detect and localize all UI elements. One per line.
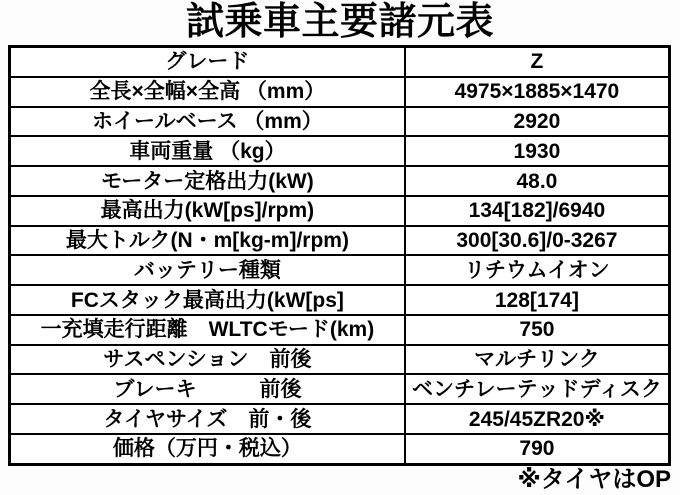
spec-row (10, 404, 670, 434)
spec-row (10, 226, 670, 256)
spec-label-cell: バッテリー種類 (10, 255, 405, 285)
spec-row (10, 107, 670, 137)
page-title: 試乗車主要諸元表 (185, 1, 494, 43)
spec-value-cell: マルチリンク (405, 345, 670, 375)
spec-value-cell: 245/45ZR20※ (405, 404, 670, 434)
spec-table-body (10, 47, 670, 465)
spec-row (10, 285, 670, 315)
spec-label-cell: FCスタック最高出力(kW[ps] (10, 285, 405, 315)
spec-label-cell: 一充填走行距離 WLTCモード(km) (10, 315, 405, 345)
spec-label-cell: 全長×全幅×全高 （mm） (10, 77, 405, 107)
spec-row (10, 136, 670, 166)
spec-row (10, 374, 670, 404)
spec-value-cell: 300[30.6]/0-3267 (405, 226, 670, 256)
spec-label-cell: タイヤサイズ 前・後 (10, 404, 405, 434)
spec-value-cell: 790 (405, 434, 670, 465)
spec-value-cell: ベンチレーテッドディスク (405, 374, 670, 404)
spec-label-cell: グレード (10, 47, 405, 77)
spec-row (10, 196, 670, 226)
spec-label-cell: ブレーキ 前後 (10, 374, 405, 404)
spec-label-cell: モーター定格出力(kW) (10, 166, 405, 196)
spec-label-cell: 価格（万円・税込） (10, 434, 405, 465)
spec-row (10, 47, 670, 77)
spec-value-cell: リチウムイオン (405, 255, 670, 285)
spec-label-cell: 最大トルク(N・m[kg-m]/rpm) (10, 226, 405, 256)
spec-value-cell: 2920 (405, 107, 670, 137)
spec-value-cell: 1930 (405, 136, 670, 166)
spec-row (10, 77, 670, 107)
spec-row (10, 315, 670, 345)
tire-op-footnote: ※タイヤはOP (517, 466, 671, 493)
spec-row (10, 166, 670, 196)
spec-row (10, 255, 670, 285)
spec-value-cell: 48.0 (405, 166, 670, 196)
spec-value-cell: 4975×1885×1470 (405, 77, 670, 107)
spec-value-cell: 750 (405, 315, 670, 345)
spec-value-cell: Z (405, 47, 670, 77)
spec-row (10, 434, 670, 465)
spec-label-cell: サスペンション 前後 (10, 345, 405, 375)
spec-label-cell: ホイールベース （mm） (10, 107, 405, 137)
spec-label-cell: 車両重量 （kg） (10, 136, 405, 166)
spec-row (10, 345, 670, 375)
spec-value-cell: 128[174] (405, 285, 670, 315)
spec-label-cell: 最高出力(kW[ps]/rpm) (10, 196, 405, 226)
spec-table (8, 45, 671, 466)
spec-value-cell: 134[182]/6940 (405, 196, 670, 226)
